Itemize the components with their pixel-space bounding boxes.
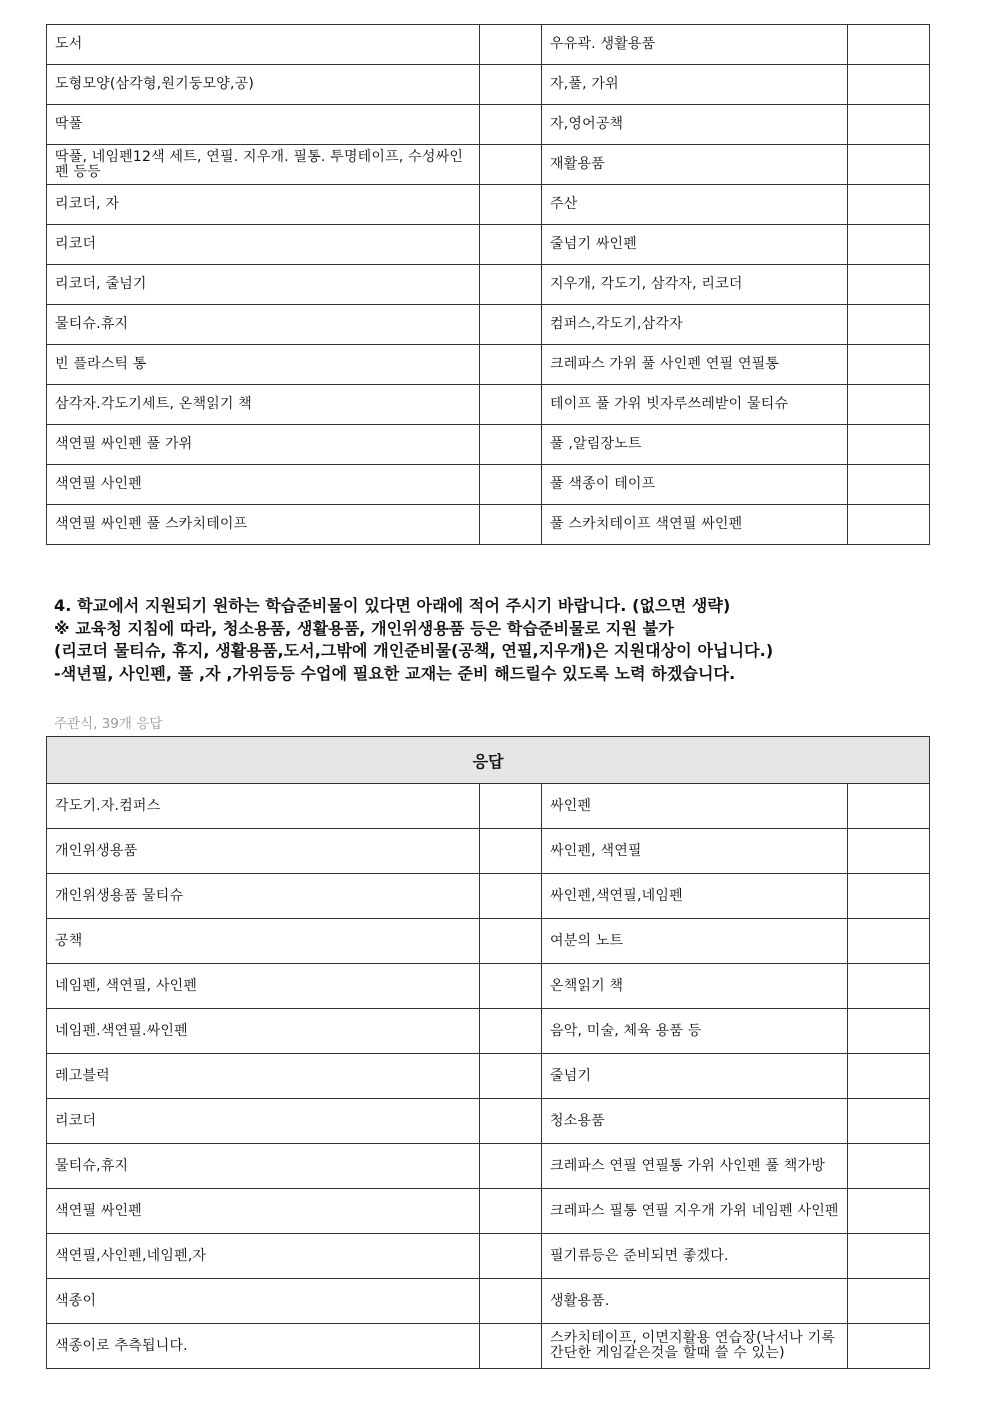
empty-cell	[848, 1189, 930, 1234]
response-cell-right: 주산	[542, 185, 848, 225]
table-row	[47, 105, 930, 145]
response-cell-left: 색연필 사인펜	[47, 465, 480, 505]
response-cell-left: 레고블럭	[47, 1054, 480, 1099]
table-row	[47, 1054, 930, 1099]
empty-cell	[480, 185, 542, 225]
empty-cell	[480, 65, 542, 105]
response-cell-right: 우유곽. 생활용품	[542, 25, 848, 65]
table-row	[47, 265, 930, 305]
response-cell-left: 색연필,사인펜,네임펜,자	[47, 1234, 480, 1279]
response-cell-left: 딱풀, 네임펜12색 세트, 연필. 지우개. 필통. 투명테이프, 수성싸인펜 등등	[47, 145, 480, 185]
table-row	[47, 964, 930, 1009]
empty-cell	[480, 1099, 542, 1144]
response-cell-left: 색연필 싸인펜 풀 스카치테이프	[47, 505, 480, 545]
table-row	[47, 1189, 930, 1234]
response-cell-left: 각도기.자.컴퍼스	[47, 784, 480, 829]
response-cell-left: 빈 플라스틱 통	[47, 345, 480, 385]
question-4	[54, 595, 944, 685]
table-row	[47, 465, 930, 505]
empty-cell	[848, 265, 930, 305]
responses-table	[46, 736, 930, 1369]
response-cell-right: 필기류등은 준비되면 좋겠다.	[542, 1234, 848, 1279]
empty-cell	[848, 874, 930, 919]
table-row	[47, 874, 930, 919]
empty-cell	[848, 465, 930, 505]
response-cell-left: 물티슈,휴지	[47, 1144, 480, 1189]
empty-cell	[848, 385, 930, 425]
empty-cell	[848, 225, 930, 265]
response-cell-left: 네임펜.색연필.싸인펜	[47, 1009, 480, 1054]
response-cell-right: 테이프 풀 가위 빗자루쓰레받이 물티슈	[542, 385, 848, 425]
table-row	[47, 1234, 930, 1279]
empty-cell	[480, 145, 542, 185]
response-cell-left: 개인위생용품 물티슈	[47, 874, 480, 919]
response-cell-left: 삼각자.각도기세트, 온책읽기 책	[47, 385, 480, 425]
response-cell-left: 색연필 싸인펜 풀 가위	[47, 425, 480, 465]
response-cell-right: 컴퍼스,각도기,삼각자	[542, 305, 848, 345]
table-row	[47, 345, 930, 385]
table-row	[47, 225, 930, 265]
table-row	[47, 145, 930, 185]
empty-cell	[848, 1234, 930, 1279]
empty-cell	[848, 829, 930, 874]
table-row	[47, 425, 930, 465]
table-row	[47, 385, 930, 425]
response-cell-right: 크레파스 연필 연필통 가위 사인펜 풀 책가방	[542, 1144, 848, 1189]
empty-cell	[848, 784, 930, 829]
response-cell-right: 스카치테이프, 이면지활용 연습장(낙서나 기록 간단한 게임같은것을 할때 쓸 수 있는)	[542, 1324, 848, 1369]
empty-cell	[480, 505, 542, 545]
responses-table-body	[47, 25, 930, 545]
response-cell-right: 풀 ,알림장노트	[542, 425, 848, 465]
empty-cell	[480, 1009, 542, 1054]
empty-cell	[480, 1234, 542, 1279]
empty-cell	[480, 1324, 542, 1369]
response-cell-left: 리코더, 자	[47, 185, 480, 225]
response-cell-left: 도형모양(삼각형,원기둥모양,공)	[47, 65, 480, 105]
table-row	[47, 505, 930, 545]
question-note-3: -색년필, 사인펜, 풀 ,자 ,가위등등 수업에 필요한 교재는 준비 해드릴수 있도록 노력 하겠습니다.	[54, 663, 736, 683]
table-row	[47, 305, 930, 345]
response-cell-right: 싸인펜	[542, 784, 848, 829]
table-row	[47, 1144, 930, 1189]
response-cell-right: 온책읽기 책	[542, 964, 848, 1009]
response-count: 주관식, 39개 응답	[54, 716, 163, 732]
empty-cell	[480, 385, 542, 425]
empty-cell	[848, 105, 930, 145]
empty-cell	[848, 65, 930, 105]
response-cell-right: 음악, 미술, 체육 용품 등	[542, 1009, 848, 1054]
empty-cell	[480, 784, 542, 829]
question-note-1: ※ 교육청 지침에 따라, 청소용품, 생활용품, 개인위생용품 등은 학습준비물로 지원 불가	[54, 618, 674, 638]
response-cell-right: 풀 스카치테이프 색연필 싸인펜	[542, 505, 848, 545]
response-cell-right: 풀 색종이 테이프	[542, 465, 848, 505]
table-row	[47, 1099, 930, 1144]
empty-cell	[848, 1324, 930, 1369]
empty-cell	[848, 1099, 930, 1144]
response-cell-left: 물티슈.휴지	[47, 305, 480, 345]
responses-table-body	[47, 784, 930, 1369]
table-row	[47, 25, 930, 65]
response-cell-right: 싸인펜,색연필,네임펜	[542, 874, 848, 919]
empty-cell	[848, 919, 930, 964]
response-cell-right: 싸인펜, 색연필	[542, 829, 848, 874]
response-cell-right: 자,영어공책	[542, 105, 848, 145]
empty-cell	[848, 345, 930, 385]
responses-table-continued	[46, 24, 930, 545]
empty-cell	[848, 145, 930, 185]
empty-cell	[480, 225, 542, 265]
empty-cell	[480, 829, 542, 874]
table-header: 응답	[47, 737, 930, 784]
empty-cell	[480, 345, 542, 385]
empty-cell	[480, 1279, 542, 1324]
table-row	[47, 1009, 930, 1054]
response-cell-left: 도서	[47, 25, 480, 65]
response-cell-right: 재활용품	[542, 145, 848, 185]
empty-cell	[848, 1009, 930, 1054]
table-row	[47, 829, 930, 874]
response-cell-left: 딱풀	[47, 105, 480, 145]
empty-cell	[848, 1279, 930, 1324]
empty-cell	[848, 1144, 930, 1189]
response-cell-right: 여분의 노트	[542, 919, 848, 964]
response-cell-right: 생활용품.	[542, 1279, 848, 1324]
response-cell-right: 줄넘기	[542, 1054, 848, 1099]
table-row	[47, 1324, 930, 1369]
response-cell-right: 크레파스 필통 연필 지우개 가위 네임펜 사인펜	[542, 1189, 848, 1234]
empty-cell	[480, 105, 542, 145]
response-cell-left: 색종이로 추측됩니다.	[47, 1324, 480, 1369]
response-cell-left: 리코더	[47, 225, 480, 265]
question-note-2: (리코더 물티슈, 휴지, 생활용품,도서,그밖에 개인준비물(공책, 연필,지우개)은 지원대상이 아닙니다.)	[54, 641, 774, 660]
empty-cell	[848, 964, 930, 1009]
response-cell-right: 줄넘기 싸인펜	[542, 225, 848, 265]
empty-cell	[480, 919, 542, 964]
table-row	[47, 65, 930, 105]
response-cell-right: 청소용품	[542, 1099, 848, 1144]
empty-cell	[848, 1054, 930, 1099]
response-cell-left: 색연필 싸인펜	[47, 1189, 480, 1234]
response-cell-left: 공책	[47, 919, 480, 964]
empty-cell	[480, 25, 542, 65]
response-cell-right: 지우개, 각도기, 삼각자, 리코더	[542, 265, 848, 305]
empty-cell	[480, 1054, 542, 1099]
empty-cell	[480, 465, 542, 505]
question-title: 4. 학교에서 지원되기 원하는 학습준비물이 있다면 아래에 적어 주시기 바랍니다. (없으면 생략)	[54, 596, 731, 615]
response-cell-left: 리코더, 줄넘기	[47, 265, 480, 305]
empty-cell	[480, 1189, 542, 1234]
table-row	[47, 919, 930, 964]
empty-cell	[480, 1144, 542, 1189]
empty-cell	[480, 425, 542, 465]
empty-cell	[480, 874, 542, 919]
response-cell-right: 크레파스 가위 풀 사인펜 연필 연필통	[542, 345, 848, 385]
empty-cell	[848, 505, 930, 545]
empty-cell	[848, 25, 930, 65]
table-row	[47, 1279, 930, 1324]
empty-cell	[848, 425, 930, 465]
empty-cell	[480, 964, 542, 1009]
response-cell-left: 개인위생용품	[47, 829, 480, 874]
table-row	[47, 185, 930, 225]
response-cell-right: 자,풀, 가위	[542, 65, 848, 105]
empty-cell	[848, 185, 930, 225]
empty-cell	[480, 305, 542, 345]
response-cell-left: 리코더	[47, 1099, 480, 1144]
empty-cell	[848, 305, 930, 345]
response-cell-left: 색종이	[47, 1279, 480, 1324]
response-cell-left: 네임펜, 색연필, 사인펜	[47, 964, 480, 1009]
empty-cell	[480, 265, 542, 305]
table-row	[47, 784, 930, 829]
